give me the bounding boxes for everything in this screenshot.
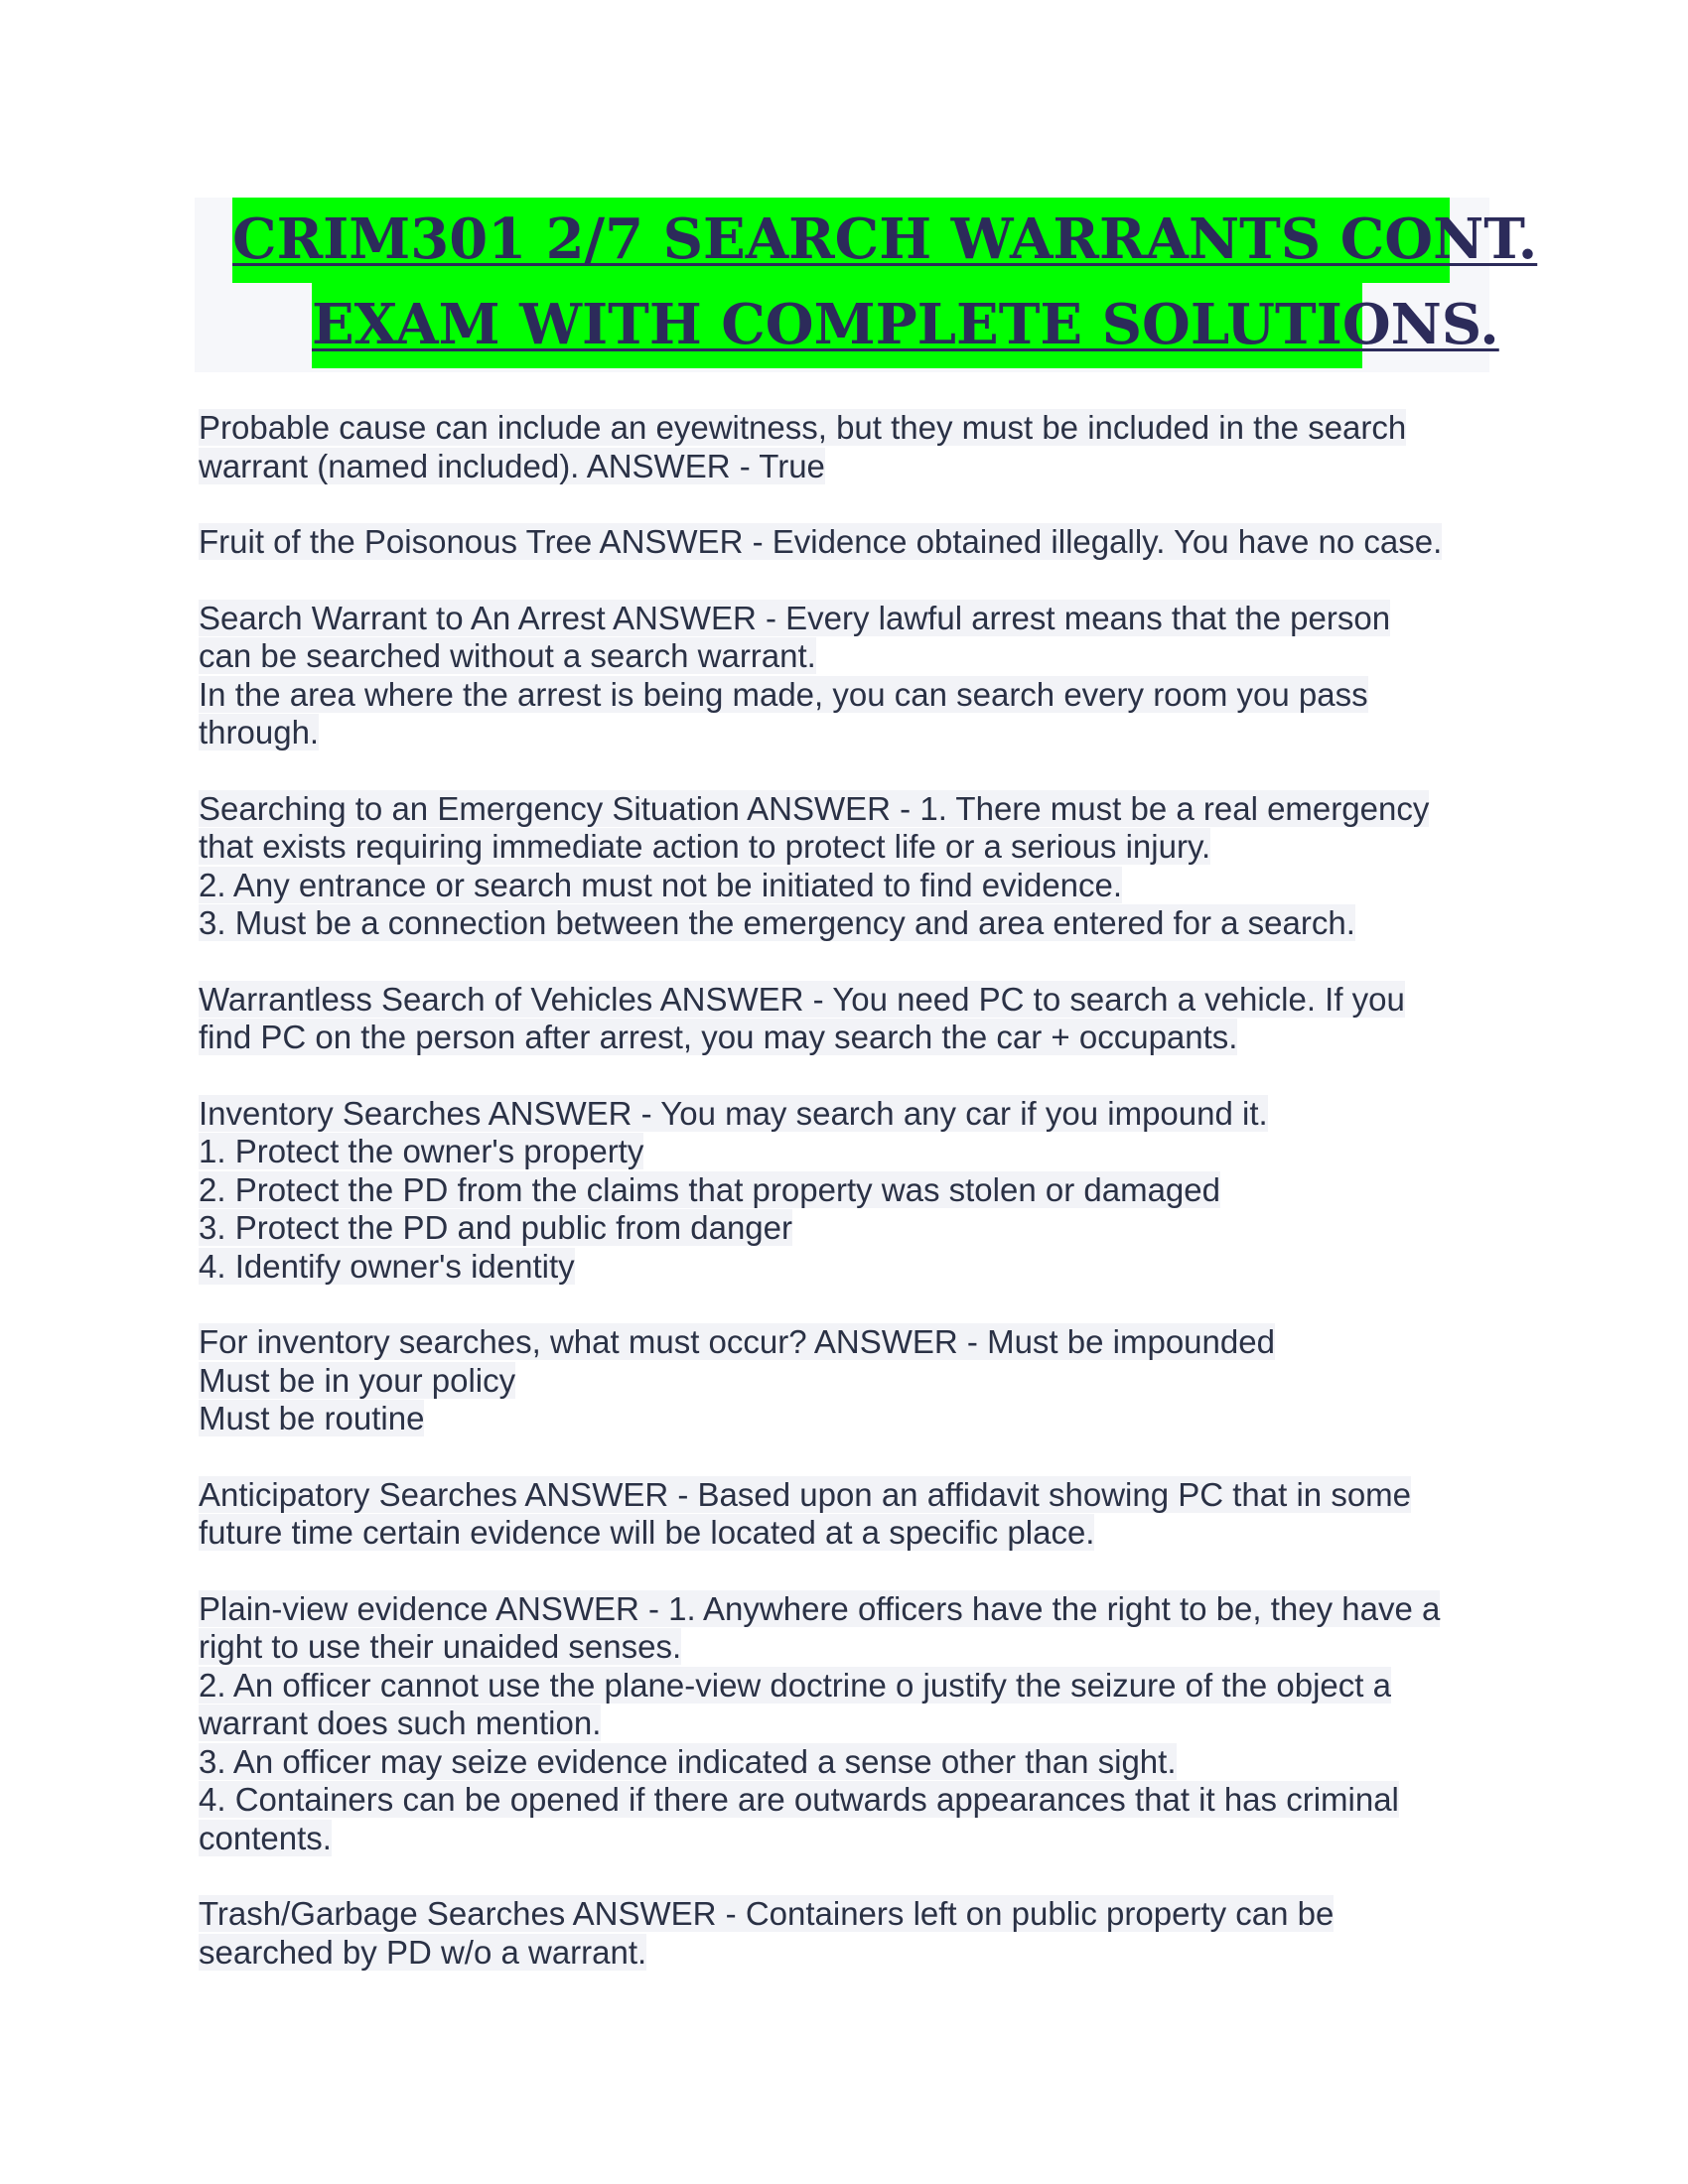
qa-line-text: 3. Protect the PD and public from danger (199, 1209, 792, 1246)
qa-line-text: Anticipatory Searches ANSWER - Based upon an affidavit showing PC that in some (199, 1475, 1412, 1513)
qa-line-text: Inventory Searches ANSWER - You may search any car if you impound it. (199, 1094, 1268, 1132)
qa-line (199, 448, 1489, 486)
qa-line (199, 1590, 1489, 1629)
qa-line (199, 1248, 1489, 1287)
qa-line (199, 1019, 1489, 1057)
qa-line-text: future time certain evidence will be located at a specific place. (199, 1514, 1095, 1551)
qa-item (199, 600, 1489, 752)
qa-line-text: can be searched without a search warrant. (199, 637, 816, 674)
qa-line (199, 1400, 1489, 1438)
qa-line (199, 637, 1489, 676)
qa-line-text: searched by PD w/o a warrant. (199, 1933, 647, 1971)
title-line-2: EXAM WITH COMPLETE SOLUTIONS. (312, 283, 1362, 368)
qa-line-text: 3. Must be a connection between the emergency and area entered for a search. (199, 904, 1355, 941)
qa-line (199, 1323, 1489, 1362)
qa-line (199, 1362, 1489, 1401)
qa-line (199, 1514, 1489, 1553)
qa-line (199, 867, 1489, 905)
qa-line (199, 409, 1489, 448)
qa-line-text: right to use their unaided senses. (199, 1628, 682, 1665)
qa-line (199, 1628, 1489, 1667)
qa-line (199, 1781, 1489, 1820)
document-body (199, 409, 1489, 2009)
qa-line (199, 1095, 1489, 1134)
qa-item (199, 1323, 1489, 1438)
qa-item (199, 790, 1489, 943)
qa-line-text: 4. Containers can be opened if there are outwards appearances that it has criminal (199, 1781, 1399, 1818)
qa-line-text: Fruit of the Poisonous Tree ANSWER - Evidence obtained illegally. You have no case. (199, 523, 1443, 560)
qa-line-text: In the area where the arrest is being made, you can search every room you pass (199, 675, 1368, 713)
qa-line (199, 1895, 1489, 1934)
qa-line (199, 1934, 1489, 1973)
qa-line-text: 2. Protect the PD from the claims that property was stolen or damaged (199, 1170, 1220, 1208)
qa-line-text: For inventory searches, what must occur? ANSWER - Must be impounded (199, 1323, 1275, 1360)
qa-line-text: Trash/Garbage Searches ANSWER - Containers left on public property can be (199, 1895, 1335, 1932)
qa-item (199, 523, 1489, 562)
qa-line-text: contents. (199, 1819, 332, 1856)
qa-line (199, 714, 1489, 752)
qa-line (199, 828, 1489, 867)
qa-line-text: Searching to an Emergency Situation ANSWER - 1. There must be a real emergency (199, 789, 1430, 827)
qa-line-text: 4. Identify owner's identity (199, 1247, 575, 1285)
qa-line (199, 1667, 1489, 1706)
qa-line (199, 1705, 1489, 1743)
document-title (195, 198, 1538, 372)
qa-line-text: warrant (named included). ANSWER - True (199, 447, 825, 484)
qa-line-text: 1. Protect the owner's property (199, 1133, 644, 1169)
qa-line-text: 3. An officer may seize evidence indicated a sense other than sight. (199, 1742, 1177, 1780)
qa-line (199, 1133, 1489, 1171)
qa-line (199, 1476, 1489, 1515)
qa-line (199, 676, 1489, 715)
qa-line (199, 1743, 1489, 1782)
qa-line (199, 1209, 1489, 1248)
qa-line-text: through. (199, 714, 320, 751)
qa-line-text: Warrantless Search of Vehicles ANSWER - You need PC to search a vehicle. If you (199, 980, 1405, 1018)
qa-item (199, 981, 1489, 1057)
qa-line (199, 981, 1489, 1020)
qa-line-text: that exists requiring immediate action to protect life or a serious injury. (199, 828, 1211, 865)
qa-line-text: 2. Any entrance or search must not be initiated to find evidence. (199, 866, 1123, 903)
qa-item (199, 1095, 1489, 1287)
qa-item (199, 1895, 1489, 1972)
qa-line-text: Must be in your policy (199, 1361, 516, 1399)
qa-line (199, 904, 1489, 943)
qa-item (199, 1590, 1489, 1858)
qa-line (199, 600, 1489, 638)
qa-item (199, 1476, 1489, 1553)
qa-line (199, 790, 1489, 829)
qa-line-text: Search Warrant to An Arrest ANSWER - Every lawful arrest means that the person (199, 599, 1391, 636)
qa-line (199, 523, 1489, 562)
qa-item (199, 409, 1489, 485)
qa-line-text: 2. An officer cannot use the plane-view doctrine o justify the seizure of the object a (199, 1666, 1391, 1704)
qa-line (199, 1171, 1489, 1210)
qa-line-text: Plain-view evidence ANSWER - 1. Anywhere officers have the right to be, they have a (199, 1589, 1441, 1627)
qa-line-text: find PC on the person after arrest, you may search the car + occupants. (199, 1019, 1238, 1055)
qa-line-text: warrant does such mention. (199, 1705, 602, 1741)
qa-line-text: Probable cause can include an eyewitness, but they must be included in the search (199, 409, 1407, 446)
qa-line (199, 1820, 1489, 1858)
title-line-1: CRIM301 2/7 SEARCH WARRANTS CONT. (232, 198, 1450, 283)
qa-line-text: Must be routine (199, 1400, 425, 1436)
